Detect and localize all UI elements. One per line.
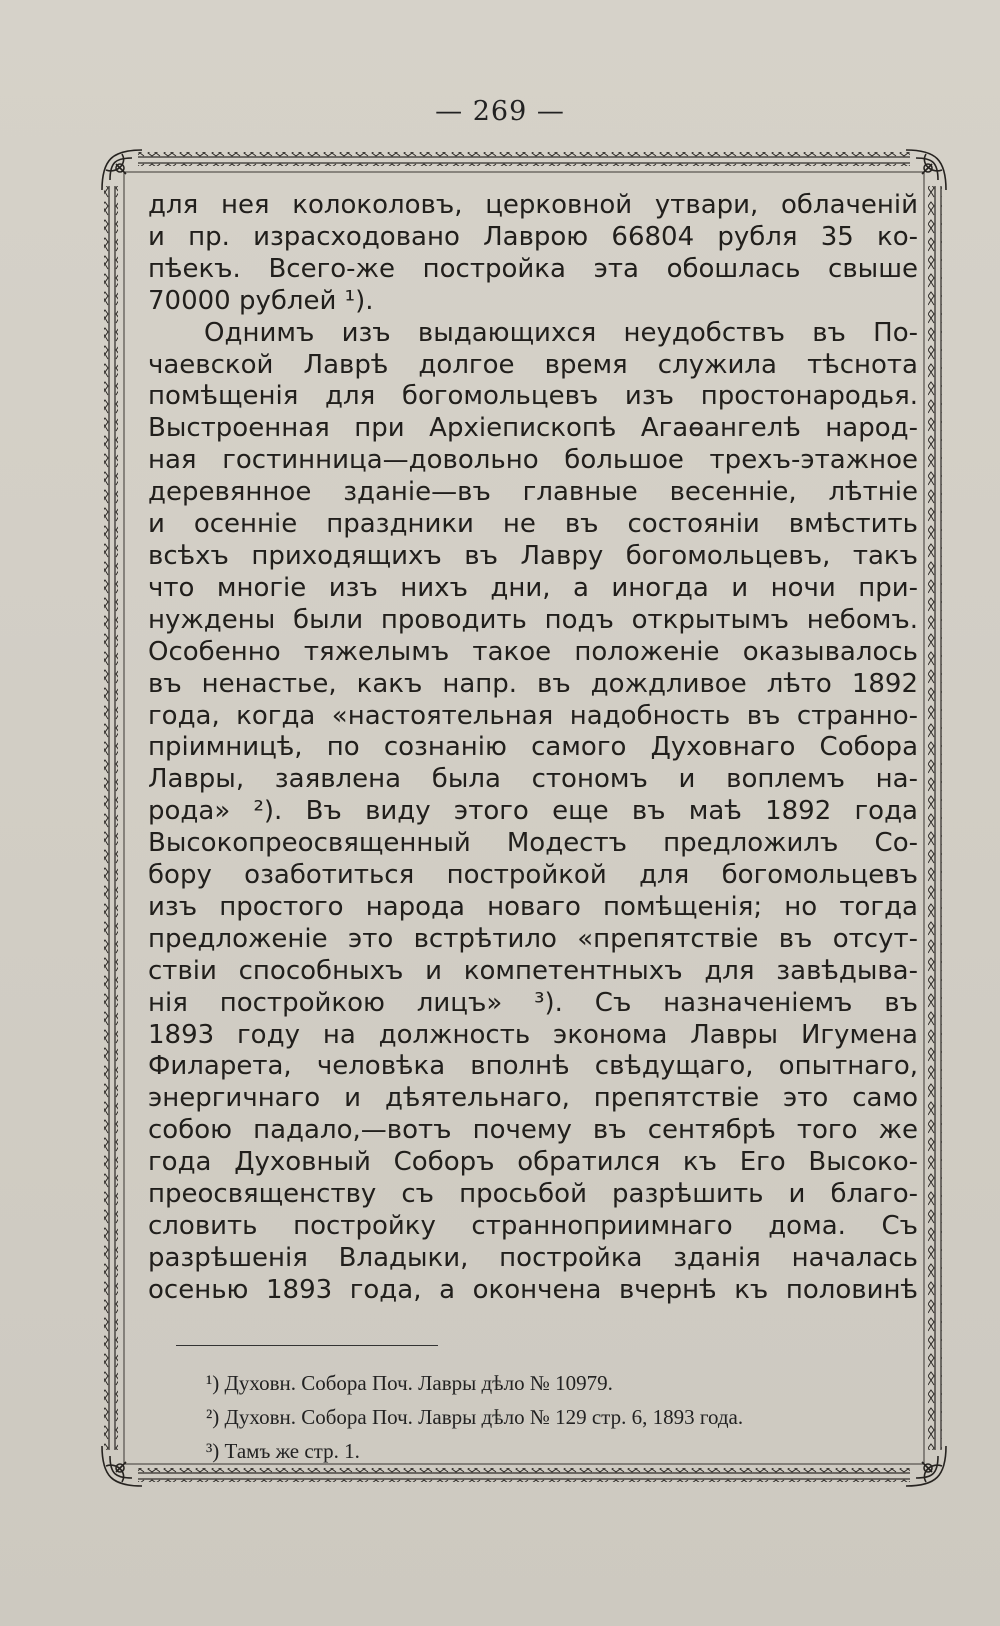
text-line: года Духовный Соборъ обратился къ Его Высоко-	[148, 1147, 918, 1178]
text-line: предложеніе это встрѣтило «препятствіе въ отсут-	[148, 923, 918, 954]
text-line: 1893 году на должность эконома Лавры Игумена	[148, 1019, 918, 1050]
footnotes-block	[206, 1366, 926, 1468]
text-line: разрѣшенія Владыки, постройка зданія началась	[148, 1242, 918, 1273]
corner-flourish	[102, 150, 142, 190]
corner-flourish	[906, 150, 946, 190]
text-line: преосвященству съ просьбой разрѣшить и благо-	[148, 1179, 918, 1210]
footnote-separator	[176, 1345, 438, 1346]
text-line: ствіи способныхъ и компетентныхъ для завѣдыва-	[148, 955, 918, 986]
text-line: Высокопреосвященный Модестъ предложилъ Со-	[148, 828, 918, 859]
footnote: ³) Тамъ же стр. 1.	[206, 1439, 360, 1463]
text-line: помѣщенія для богомольцевъ изъ простонародья.	[148, 381, 918, 412]
text-line: пѣекъ. Всего-же постройка эта обошлась свыше	[148, 253, 918, 284]
text-line: собою падало,—вотъ почему въ сентябрѣ того же	[148, 1115, 918, 1146]
text-line: рода» ²). Въ виду этого еще въ маѣ 1892 года	[148, 796, 918, 827]
corner-flourish	[102, 1446, 142, 1486]
text-line: чаевской Лаврѣ долгое время служила тѣснота	[148, 349, 918, 380]
text-line: Однимъ изъ выдающихся неудобствъ въ По-	[204, 317, 918, 348]
text-line: Лавры, заявлена была стономъ и воплемъ на-	[148, 764, 918, 795]
footnote: ²) Духовн. Собора Поч. Лавры дѣло № 129 стр. 6, 1893 года.	[206, 1405, 744, 1429]
text-line: и осенніе праздники не въ состояніи вмѣстить	[148, 509, 918, 540]
text-line: ная гостинница—довольно большое трехъ-этажное	[148, 445, 918, 476]
text-line: нуждены были проводить подъ открытымъ небомъ.	[148, 604, 918, 635]
text-line: словить постройку странноприимнаго дома. Съ	[148, 1211, 918, 1241]
text-line: и пр. израсходовано Лаврою 66804 рубля 35 ко-	[148, 221, 918, 252]
text-line: Выстроенная при Архіепископѣ Агаѳангелѣ народ-	[148, 413, 918, 444]
text-line: года, когда «настоятельная надобность въ странно-	[148, 700, 918, 731]
text-line: осенью 1893 года, а окончена вчернѣ къ половинѣ	[148, 1274, 918, 1305]
page-number: — 269 —	[435, 96, 565, 127]
text-line: для нея колоколовъ, церковной утвари, облаченій	[148, 190, 918, 220]
text-line: нія постройкою лицъ» ³). Съ назначеніемъ въ	[148, 987, 918, 1018]
text-line: деревянное зданіе—въ главные весенніе, лѣтніе	[148, 477, 918, 508]
text-line: пріимницѣ, по сознанію самого Духовнаго Собора	[148, 732, 918, 763]
text-line: 70000 рублей ¹).	[148, 285, 374, 316]
text-line: всѣхъ приходящихъ въ Лавру богомольцевъ, такъ	[148, 540, 918, 571]
text-line: Филарета, человѣка вполнѣ свѣдущаго, опытнаго,	[148, 1051, 918, 1082]
text-line: изъ простого народа новаго помѣщенія; но тогда	[148, 891, 918, 922]
footnote: ¹) Духовн. Собора Поч. Лавры дѣло № 10979.	[206, 1371, 613, 1395]
text-line: бору озаботиться постройкой для богомольцевъ	[148, 860, 918, 891]
main-text-block	[148, 190, 918, 1307]
text-line: что многіе изъ нихъ дни, а иногда и ночи при-	[148, 572, 918, 603]
text-line: въ ненастье, какъ напр. въ дождливое лѣто 1892	[148, 668, 918, 699]
text-line: энергичнаго и дѣятельнаго, препятствіе это само	[148, 1083, 918, 1114]
text-line: Особенно тяжелымъ такое положеніе оказывалось	[148, 636, 918, 667]
